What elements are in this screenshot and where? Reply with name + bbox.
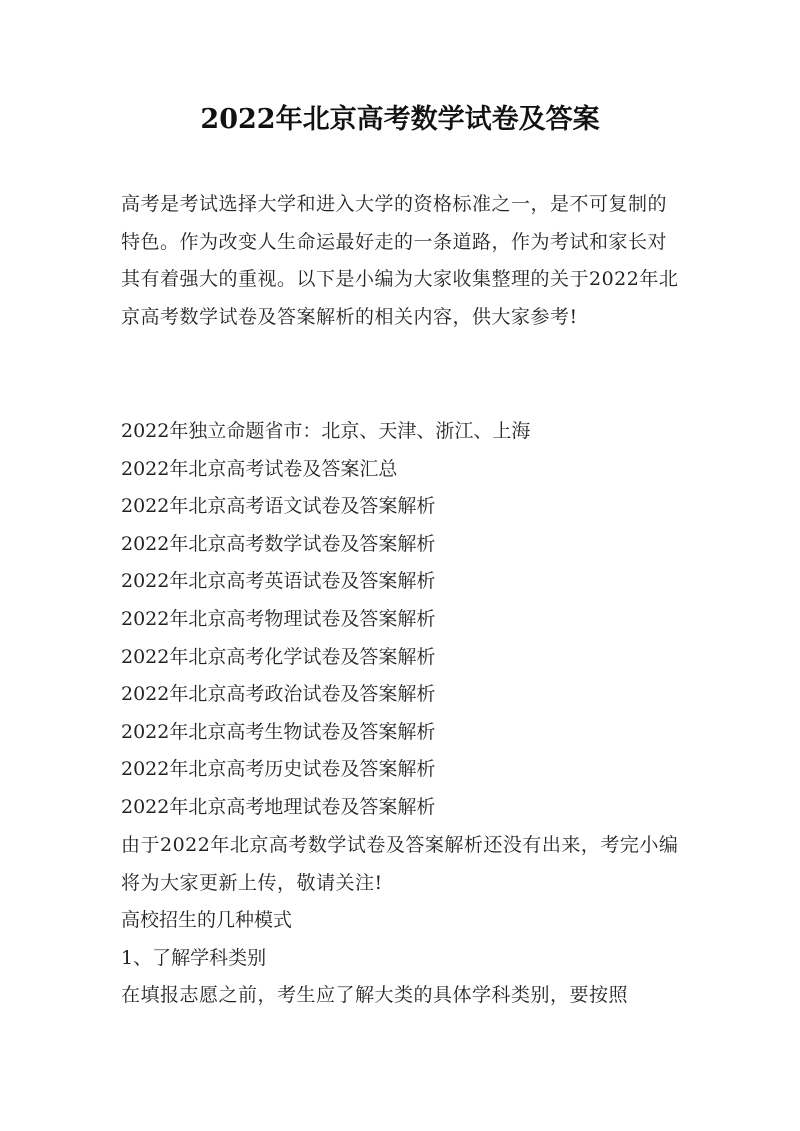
- admission-section: [121, 902, 681, 1015]
- list-item: 2022年北京高考数学试卷及答案解析: [121, 532, 436, 555]
- list-item: 2022年北京高考物理试卷及答案解析: [121, 607, 436, 630]
- related-links-list: [121, 413, 681, 827]
- body-paragraph: 在填报志愿之前，考生应了解大类的具体学科类别，要按照: [121, 984, 629, 1007]
- document-title: 2022年北京高考数学试卷及答案: [200, 104, 600, 135]
- closing-paragraph: 由于2022年北京高考数学试卷及答案解析还没有出来，考完小编将为大家更新上传，敬请关注!: [121, 834, 679, 894]
- section-heading: 高校招生的几种模式: [121, 909, 293, 931]
- list-item: 2022年北京高考生物试卷及答案解析: [121, 720, 436, 743]
- list-item: 2022年北京高考英语试卷及答案解析: [121, 570, 436, 593]
- list-item: 2022年北京高考语文试卷及答案解析: [121, 495, 436, 518]
- subheading: 1、了解学科类别: [121, 946, 267, 969]
- list-item: 2022年北京高考化学试卷及答案解析: [121, 645, 436, 668]
- list-item: 2022年北京高考历史试卷及答案解析: [121, 758, 436, 781]
- list-item: 2022年北京高考地理试卷及答案解析: [121, 795, 436, 818]
- intro-paragraph: 高考是考试选择大学和进入大学的资格标准之一，是不可复制的特色。作为改变人生命运最好走的一条道路，作为考试和家长对其有着强大的重视。以下是小编为大家收集整理的关于2022年北京高考数学试卷及答案解析的相关内容，供大家参考!: [121, 193, 679, 328]
- list-item: 2022年独立命题省市：北京、天津、浙江、上海: [121, 420, 531, 442]
- list-item: 2022年北京高考政治试卷及答案解析: [121, 683, 436, 706]
- list-item: 2022年北京高考试卷及答案汇总: [121, 457, 398, 480]
